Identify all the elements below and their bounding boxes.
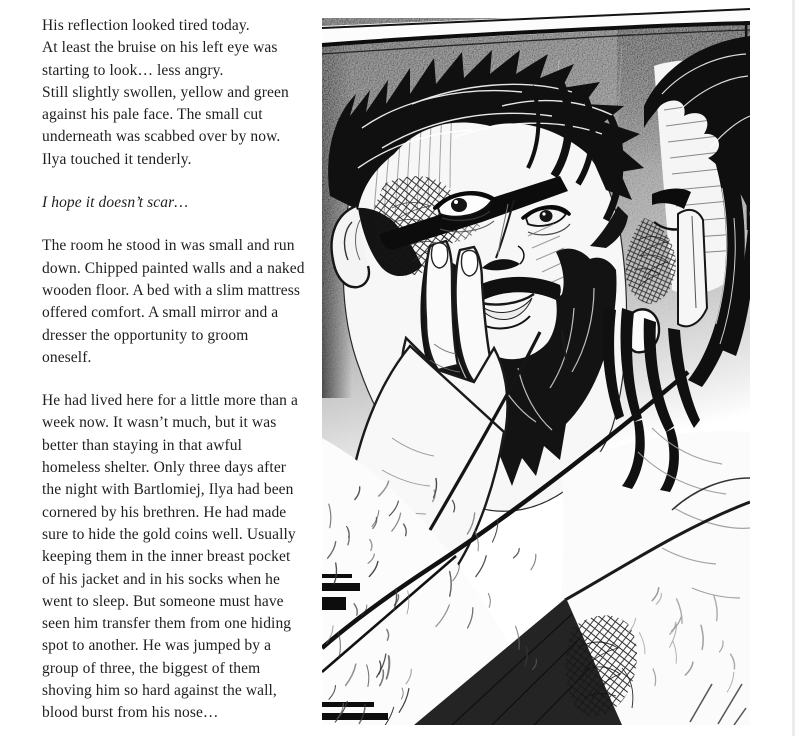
story-paragraph (42, 15, 334, 171)
story-line: starting to look… less angry. (42, 61, 224, 79)
story-line: Ilya touched it tenderly. (42, 150, 192, 168)
story-line: of his jacket and in his socks when he (42, 570, 280, 588)
story-line: week now. It wasn’t much, but it was (42, 414, 277, 432)
story-line: At least the bruise on his left eye was (42, 39, 278, 57)
story-line: blood burst from his nose… (42, 704, 219, 722)
story-line: offered comfort. A small mirror and a (42, 304, 279, 322)
story-text-column (42, 15, 334, 725)
story-line: down. Chipped painted walls and a naked (42, 259, 305, 277)
story-paragraph (42, 235, 334, 369)
story-line: underneath was scabbed over by now. (42, 128, 281, 146)
story-line: His reflection looked tired today. (42, 17, 250, 34)
story-paragraph (42, 390, 334, 724)
story-line: seen him transfer them from one hiding (42, 615, 292, 633)
mirror-illustration (322, 8, 750, 725)
story-line: cornered by his brethren. He had made (42, 503, 287, 521)
story-paragraph-italic (42, 192, 334, 214)
story-line: group of three, the biggest of them (42, 659, 261, 677)
story-line: keeping them in the inner breast pocket (42, 548, 291, 566)
story-line: shoving him so hard against the wall, (42, 682, 277, 700)
story-line: better than staying in that awful (42, 436, 243, 454)
mirror-illustration-svg (322, 8, 750, 725)
story-line: wooden floor. A bed with a slim mattress (42, 281, 301, 299)
story-line: Still slightly swollen, yellow and green (42, 83, 289, 101)
story-line: went to sleep. But someone must have (42, 592, 284, 610)
story-line: oneself. (42, 348, 92, 366)
story-line: the night with Bartlomiej, Ilya had been (42, 481, 294, 499)
story-line: dresser the opportunity to groom (42, 326, 249, 344)
story-line: I hope it doesn’t scar… (42, 194, 189, 212)
story-line: spot to another. He was jumped by a (42, 637, 272, 655)
story-line: He had lived here for a little more than a (42, 392, 298, 410)
story-line: against his pale face. The small cut (42, 106, 263, 124)
story-line: homeless shelter. Only three days after (42, 459, 287, 477)
story-line: sure to hide the gold coins well. Usually (42, 525, 296, 543)
story-line: The room he stood in was small and run (42, 237, 295, 255)
